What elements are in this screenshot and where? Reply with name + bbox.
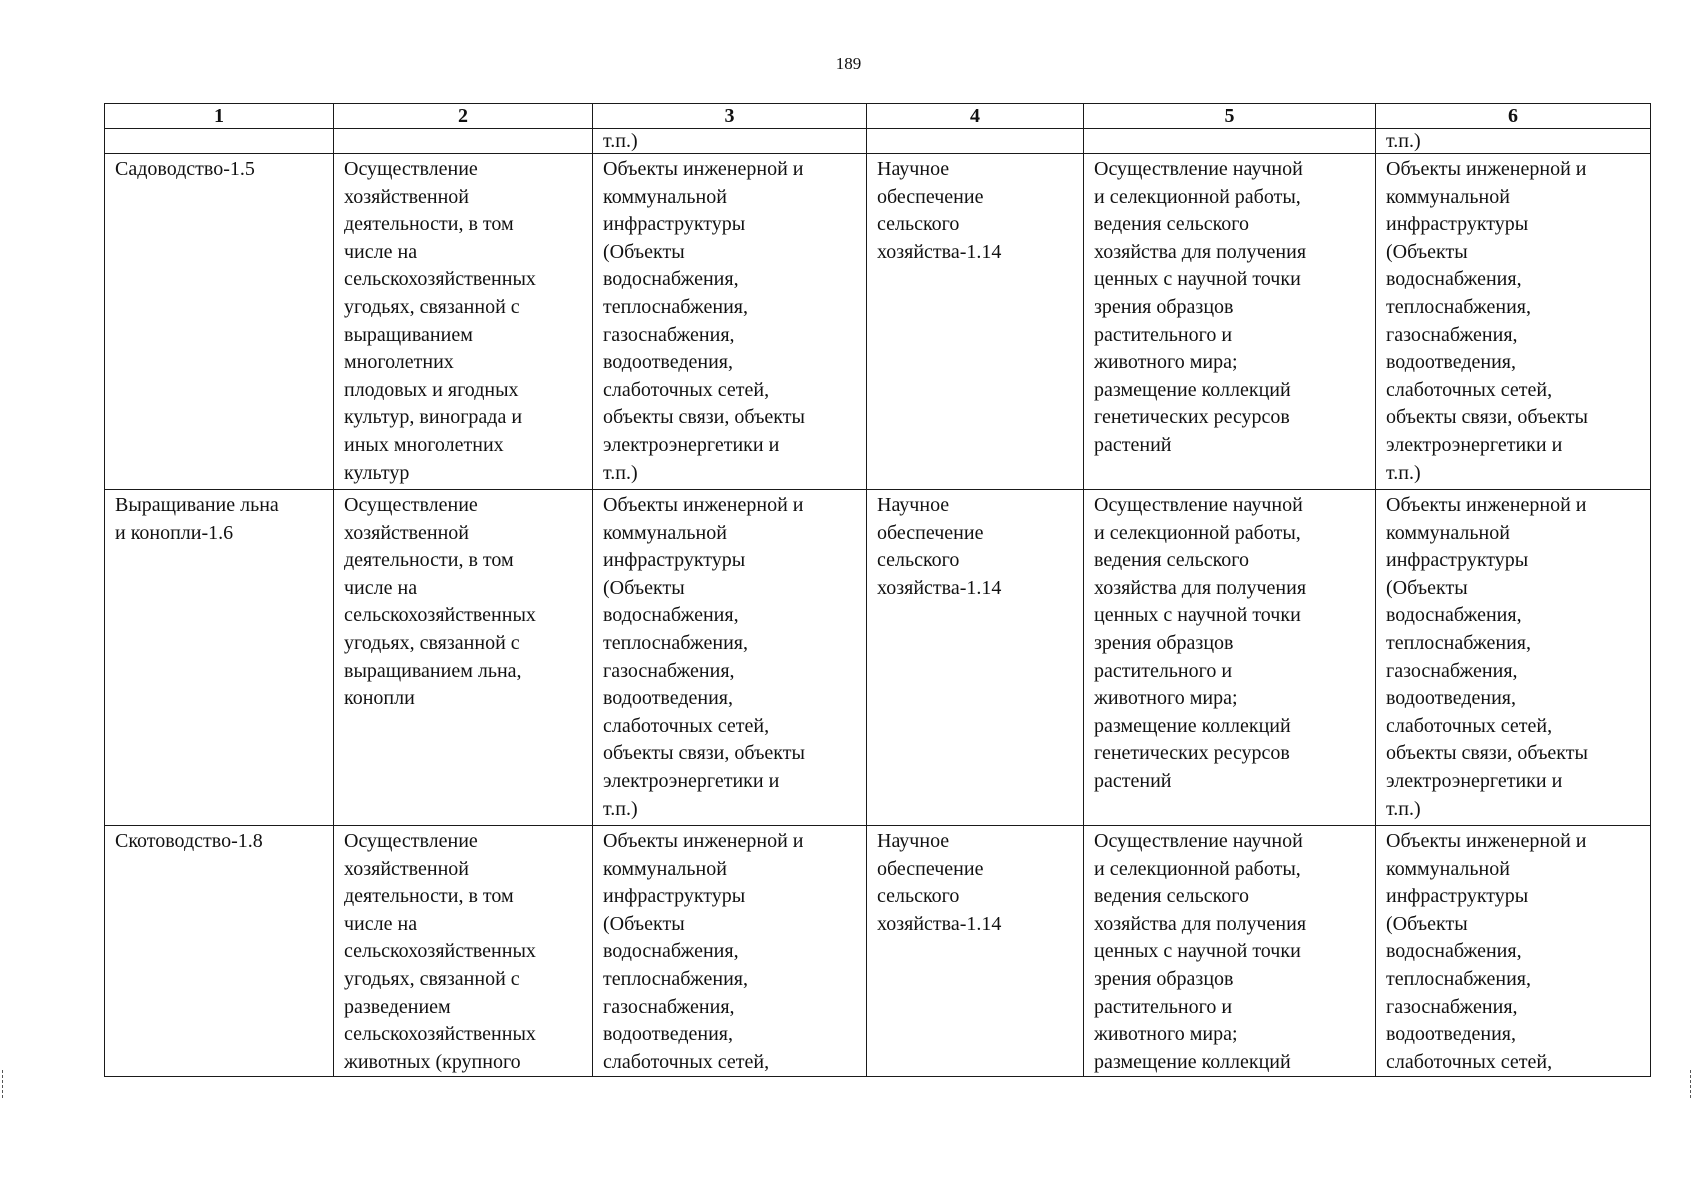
conditional-use-cell: Научное обеспечение сельского хозяйства-1.14: [867, 154, 1084, 490]
land-use-type-cell: Выращивание льна и конопли-1.6: [105, 490, 334, 826]
column-header: 6: [1376, 104, 1651, 129]
conditional-description-cell: Осуществление научной и селекционной работы, ведения сельского хозяйства для получения ценных с научной точки зрения образцов растительного и животного мира; размещение коллекций генетических ресурсов растений: [1084, 154, 1376, 490]
conditional-use-cell: Научное обеспечение сельского хозяйства-1.14: [867, 826, 1084, 1077]
auxiliary-use-cell: Объекты инженерной и коммунальной инфраструктуры (Объекты водоснабжения, теплоснабжения, газоснабжения, водоотведения, слаботочных сетей,: [593, 826, 867, 1077]
table-cell: [105, 129, 334, 154]
conditional-auxiliary-cell: Объекты инженерной и коммунальной инфраструктуры (Объекты водоснабжения, теплоснабжения, газоснабжения, водоотведения, слаботочных сетей, объекты связи, объекты электроэнергетики и т.п.): [1376, 490, 1651, 826]
land-use-type-cell: Скотоводство-1.8: [105, 826, 334, 1077]
column-header: 3: [593, 104, 867, 129]
conditional-auxiliary-cell: Объекты инженерной и коммунальной инфраструктуры (Объекты водоснабжения, теплоснабжения, газоснабжения, водоотведения, слаботочных сетей,: [1376, 826, 1651, 1077]
table-row: [105, 154, 1651, 490]
conditional-description-cell: Осуществление научной и селекционной работы, ведения сельского хозяйства для получения ценных с научной точки зрения образцов растительного и животного мира; размещение коллекций генетических ресурсов растений: [1084, 490, 1376, 826]
description-cell: Осуществление хозяйственной деятельности, в том числе на сельскохозяйственных угодьях, связанной с выращиванием многолетних плодовых и ягодных культур, винограда и иных многолетних культур: [334, 154, 593, 490]
column-header: 1: [105, 104, 334, 129]
table-row: [105, 826, 1651, 1077]
description-cell: Осуществление хозяйственной деятельности, в том числе на сельскохозяйственных угодьях, связанной с выращиванием льна, конопли: [334, 490, 593, 826]
column-number-header: [105, 104, 1651, 129]
continuation-row: [105, 129, 1651, 154]
conditional-use-cell: Научное обеспечение сельского хозяйства-1.14: [867, 490, 1084, 826]
table-cell: [1084, 129, 1376, 154]
conditional-auxiliary-cell: Объекты инженерной и коммунальной инфраструктуры (Объекты водоснабжения, теплоснабжения, газоснабжения, водоотведения, слаботочных сетей, объекты связи, объекты электроэнергетики и т.п.): [1376, 154, 1651, 490]
scan-edge-mark: [1690, 1070, 1692, 1098]
scan-edge-mark: [2, 1070, 4, 1098]
land-use-type-cell: Садоводство-1.5: [105, 154, 334, 490]
column-header: 5: [1084, 104, 1376, 129]
table-cell: [334, 129, 593, 154]
table-cell: т.п.): [1376, 129, 1651, 154]
column-header: 2: [334, 104, 593, 129]
auxiliary-use-cell: Объекты инженерной и коммунальной инфраструктуры (Объекты водоснабжения, теплоснабжения, газоснабжения, водоотведения, слаботочных сетей, объекты связи, объекты электроэнергетики и т.п.): [593, 490, 867, 826]
auxiliary-use-cell: Объекты инженерной и коммунальной инфраструктуры (Объекты водоснабжения, теплоснабжения, газоснабжения, водоотведения, слаботочных сетей, объекты связи, объекты электроэнергетики и т.п.): [593, 154, 867, 490]
table-row: [105, 490, 1651, 826]
table-cell: т.п.): [593, 129, 867, 154]
page-number: 189: [835, 54, 862, 73]
table-cell: [867, 129, 1084, 154]
conditional-description-cell: Осуществление научной и селекционной работы, ведения сельского хозяйства для получения ценных с научной точки зрения образцов растительного и животного мира; размещение коллекций: [1084, 826, 1376, 1077]
description-cell: Осуществление хозяйственной деятельности, в том числе на сельскохозяйственных угодьях, связанной с разведением сельскохозяйственных животных (крупного: [334, 826, 593, 1077]
column-header: 4: [867, 104, 1084, 129]
land-use-table: [104, 103, 1651, 1077]
